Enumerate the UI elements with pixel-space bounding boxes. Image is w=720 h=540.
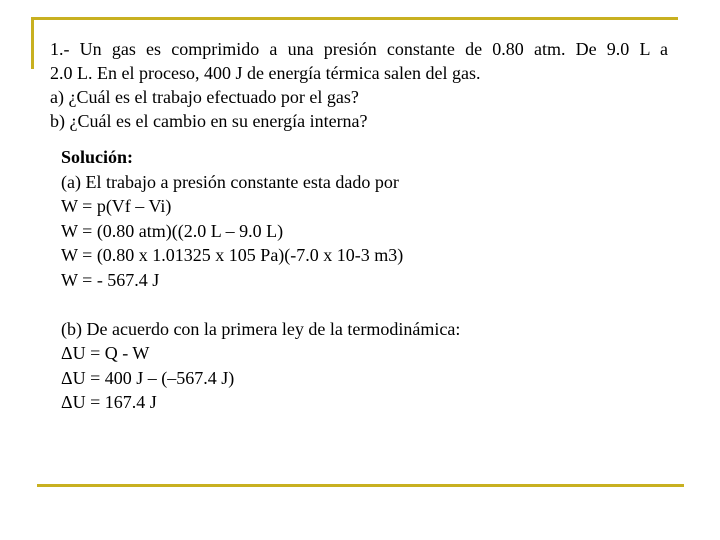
- problem-statement: [50, 37, 668, 133]
- part-a-equation-3: W = (0.80 x 1.01325 x 105 Pa)(-7.0 x 10-3 m3): [61, 245, 404, 265]
- solution-heading: Solución:: [61, 147, 134, 167]
- part-a-equation-2: W = (0.80 atm)((2.0 L – 9.0 L): [61, 220, 284, 241]
- question-a: a) ¿Cuál es el trabajo efectuado por el gas?: [50, 87, 359, 107]
- solution-block: [61, 145, 621, 415]
- frame-bottom-rule: [37, 484, 684, 487]
- part-a-result: W = - 567.4 J: [61, 269, 160, 290]
- spacer: [61, 292, 621, 317]
- frame-left-rule: [31, 17, 34, 69]
- part-b-equation-1: ΔU = Q - W: [61, 343, 150, 363]
- part-b-equation-2: ΔU = 400 J – (–567.4 J): [61, 367, 235, 388]
- question-b: b) ¿Cuál es el cambio en su energía interna?: [50, 111, 368, 131]
- problem-line-1: 1.- Un gas es comprimido a una presión constante de 0.80 atm. De 9.0 L a: [50, 39, 668, 59]
- part-b-intro: (b) De acuerdo con la primera ley de la termodinámica:: [61, 318, 461, 339]
- part-a-equation-1: W = p(Vf – Vi): [61, 196, 172, 216]
- problem-line-2: 2.0 L. En el proceso, 400 J de energía térmica salen del gas.: [50, 63, 481, 83]
- part-a-intro: (a) El trabajo a presión constante esta dado por: [61, 171, 399, 192]
- part-b-result: ΔU = 167.4 J: [61, 392, 157, 412]
- frame-top-rule: [31, 17, 678, 20]
